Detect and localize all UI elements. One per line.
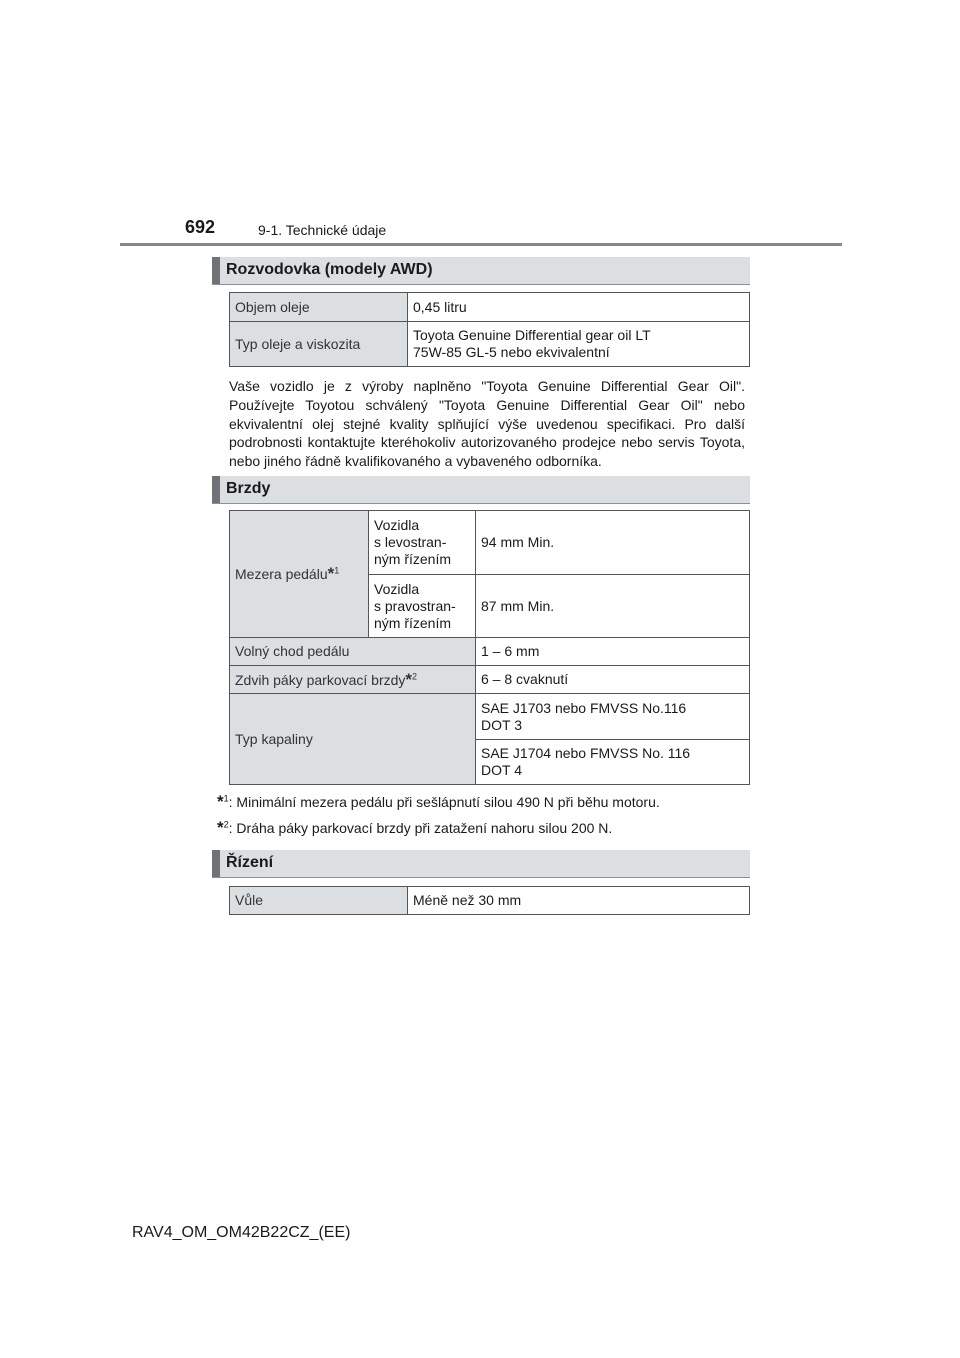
row-sublabel xyxy=(369,575,476,638)
row-label: Typ kapaliny xyxy=(230,694,476,785)
footnote-mark: * xyxy=(217,818,224,837)
row-value xyxy=(476,694,750,740)
sublabel-line: s levostran- xyxy=(374,534,447,550)
parking-travel-label: Zdvih páky parkovací brzdy xyxy=(235,671,406,688)
footnote-mark: * xyxy=(327,564,335,583)
brakes-table xyxy=(229,510,750,785)
footnote xyxy=(217,792,660,812)
footnote-mark: * xyxy=(405,669,413,689)
row-label: Vůle xyxy=(230,887,408,915)
footnote-mark: * xyxy=(217,792,224,811)
table-row xyxy=(230,666,750,694)
oil-note: Vaše vozidlo je z výroby naplněno "Toyota Genuine Differential Gear Oil". Používejte Toyotou schválený "Toyota Genuine Differential Gear Oil" nebo ekvivalentní olej stejné kvality splňující výše uvedenou specifikaci. Pro další podrobnosti kontaktujte kteréhokoliv autorizovaného prodejce nebo servis Toyota, nebo jiného řádně kvalifikovaného a vybaveného odborníka. xyxy=(229,378,745,470)
table-row xyxy=(230,293,750,322)
pedal-clearance-label: Mezera pedálu xyxy=(235,566,328,582)
sublabel-line: Vozidla xyxy=(374,580,420,597)
sublabel-line: ným řízením xyxy=(374,614,452,631)
footnote-ref: 1 xyxy=(334,565,340,576)
value-line: SAE J1704 nebo FMVSS No. 116 xyxy=(481,745,691,761)
header-rule xyxy=(120,243,842,246)
footnote-ref: 2 xyxy=(412,670,418,681)
value-line: Toyota Genuine Differential gear oil LT xyxy=(413,327,651,343)
table-row xyxy=(230,638,750,666)
footnote-text: : Minimální mezera pedálu při sešlápnutí silou 490 N při běhu motoru. xyxy=(228,794,660,810)
row-value: 1 – 6 mm xyxy=(476,638,750,666)
table-row xyxy=(230,887,750,915)
value-line: DOT 3 xyxy=(481,716,522,733)
row-label: Typ oleje a viskozita xyxy=(230,322,408,367)
row-value: 94 mm Min. xyxy=(476,511,750,575)
row-label: Volný chod pedálu xyxy=(230,638,476,666)
page-number: 692 xyxy=(185,217,216,237)
row-value: 0,45 litru xyxy=(408,293,750,322)
sublabel-line: Vozidla xyxy=(374,517,420,533)
sublabel-line: s pravostran- xyxy=(374,597,456,614)
doc-code: RAV4_OM_OM42B22CZ_(EE) xyxy=(132,1224,351,1241)
footnote xyxy=(217,818,612,838)
transmission-table xyxy=(229,292,750,367)
row-value: 6 – 8 cvaknutí xyxy=(476,666,750,694)
value-line: 75W-85 GL-5 nebo ekvivalentní xyxy=(413,344,610,360)
chapter-title: 9-1. Technické údaje xyxy=(258,222,387,238)
row-value: Méně než 30 mm xyxy=(408,887,750,915)
section-header-transmission xyxy=(212,257,750,285)
row-label: Objem oleje xyxy=(230,293,408,322)
steering-table xyxy=(229,886,750,915)
footnote-ref: 2 xyxy=(223,819,229,830)
table-row xyxy=(230,322,750,367)
section-header-steering xyxy=(212,850,750,878)
table-row xyxy=(230,694,750,740)
table-row xyxy=(230,511,750,575)
row-label xyxy=(230,511,369,638)
section-title: Řízení xyxy=(226,854,274,871)
row-value xyxy=(408,322,750,367)
footnote-text: : Dráha páky parkovací brzdy při zatažení nahoru silou 200 N. xyxy=(228,820,613,836)
row-sublabel xyxy=(369,511,476,575)
value-line: DOT 4 xyxy=(481,762,522,778)
value-line: SAE J1703 nebo FMVSS No.116 xyxy=(481,699,687,716)
row-label xyxy=(230,666,476,694)
section-header-brakes xyxy=(212,476,750,504)
section-title: Brzdy xyxy=(226,480,271,497)
row-value: 87 mm Min. xyxy=(476,575,750,638)
footnote-ref: 1 xyxy=(223,793,229,804)
section-title: Rozvodovka (modely AWD) xyxy=(226,261,433,278)
sublabel-line: ným řízením xyxy=(374,551,452,567)
row-value xyxy=(476,740,750,785)
